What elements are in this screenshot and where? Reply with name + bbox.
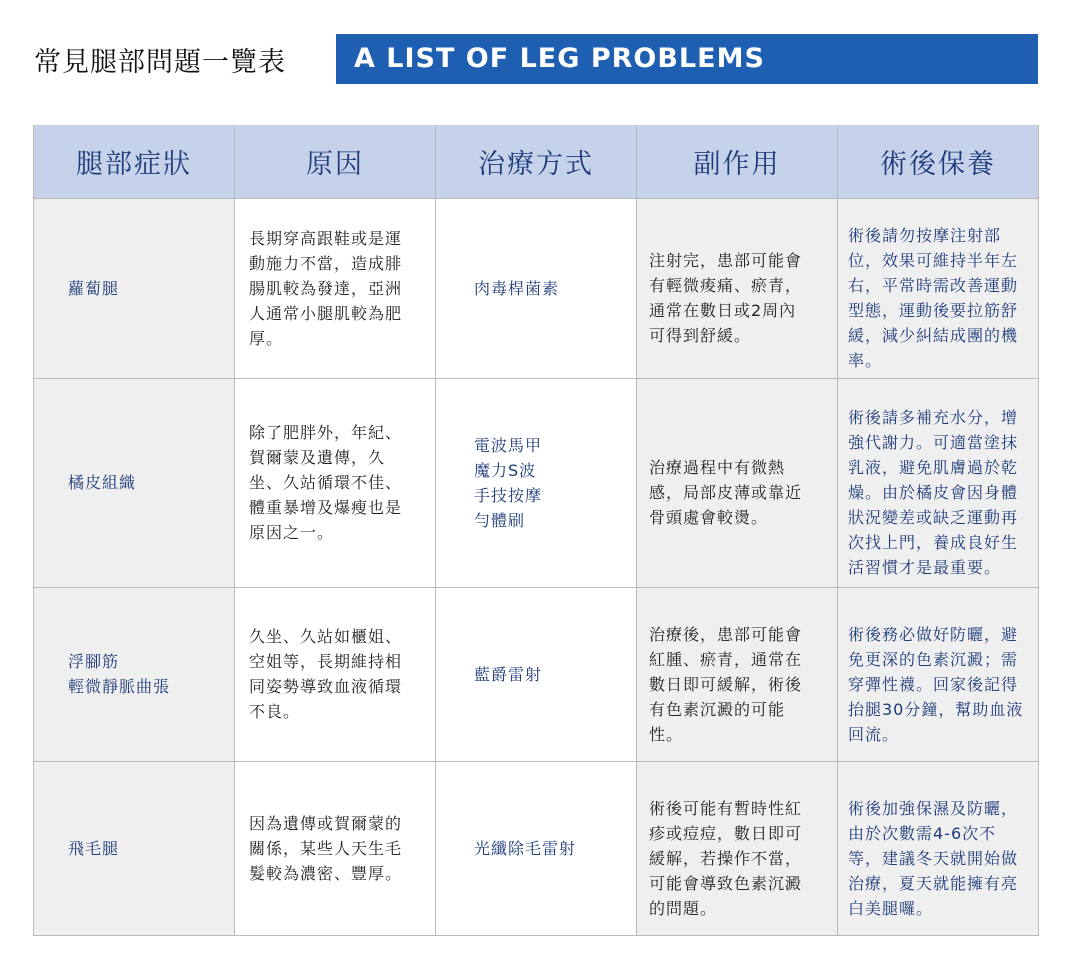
- table-header-row: [34, 125, 1039, 198]
- cell-text-line: 動施力不當，造成腓: [249, 253, 403, 273]
- cell-text-line: 乳液，避免肌膚過於乾: [848, 458, 1019, 477]
- cell-text-line: 人通常小腿肌較為肥: [249, 303, 403, 323]
- cell-text-line: 通常在數日或2周內: [649, 301, 797, 320]
- cell-text-line: 次找上門，養成良好生: [848, 533, 1019, 552]
- cell-text-line: 的問題。: [649, 898, 718, 918]
- side-effects-cell: [637, 198, 838, 378]
- cell-text-line: 緩，減少糾結成團的機: [848, 326, 1019, 345]
- column-header-treatment: 治療方式: [436, 125, 637, 198]
- cell-text-line: 蘿蔔腿: [68, 278, 120, 298]
- cell-text-line: 治療，夏天就能擁有亮: [848, 873, 1019, 893]
- column-header-symptom: 腿部症狀: [34, 125, 235, 198]
- cell-text-line: 活習慣才是最重要。: [848, 558, 1002, 577]
- leg-problems-table: [33, 125, 1039, 936]
- cause-cell: [235, 761, 436, 935]
- cell-text-line: 免更深的色素沉澱；需: [848, 649, 1019, 669]
- cell-text-line: 等，建議冬天就開始做: [848, 848, 1019, 868]
- cell-text-line: 空姐等，長期維持相: [249, 652, 403, 671]
- cell-text-line: 久坐、久站如櫃姐、: [249, 627, 403, 646]
- cell-text-line: 髮較為濃密、豐厚。: [249, 863, 403, 883]
- cell-text-line: 感，局部皮薄或靠近: [649, 483, 803, 502]
- side-effects-cell: [637, 378, 838, 587]
- cell-text-line: 燥。由於橘皮會因身體: [848, 483, 1019, 502]
- column-header-side-effects: 副作用: [637, 125, 838, 198]
- aftercare-cell: [838, 587, 1039, 761]
- side-effects-cell: [637, 587, 838, 761]
- cell-text-line: 狀況變差或缺乏運動再: [848, 508, 1019, 527]
- cell-text-line: 腸肌較為發達，亞洲: [249, 278, 403, 298]
- cell-text-line: 輕微靜脈曲張: [68, 677, 171, 696]
- cell-text-line: 厚。: [249, 328, 284, 348]
- table-row: [34, 198, 1039, 378]
- title-banner: [336, 34, 1038, 84]
- cell-text-line: 肉毒桿菌素: [474, 278, 560, 298]
- cell-text-line: 注射完，患部可能會: [649, 251, 803, 270]
- symptom-cell: [34, 587, 235, 761]
- cell-text-line: 有色素沉澱的可能: [649, 699, 786, 719]
- table-row: [34, 378, 1039, 587]
- aftercare-cell: [838, 761, 1039, 935]
- cell-text-line: 白美腿囉。: [848, 898, 934, 918]
- cell-text-line: 魔力S波: [474, 460, 537, 480]
- side-effects-cell: [637, 761, 838, 935]
- symptom-cell: [34, 378, 235, 587]
- cell-text-line: 疹或痘痘，數日即可: [649, 823, 803, 843]
- cell-text-line: 紅腫、瘀青，通常在: [649, 649, 803, 669]
- column-header-cause: 原因: [235, 125, 436, 198]
- cell-text-line: 光纖除毛雷射: [474, 838, 577, 858]
- cell-text-line: 術後請多補充水分，增: [848, 408, 1019, 427]
- cell-text-line: 治療後，患部可能會: [649, 624, 803, 644]
- cell-text-line: 率。: [848, 351, 883, 370]
- table-row: [34, 761, 1039, 935]
- cell-text-line: 浮腳筋: [68, 652, 120, 671]
- aftercare-cell: [838, 378, 1039, 587]
- cell-text-line: 型態，運動後要拉筋舒: [848, 301, 1019, 320]
- cause-cell: [235, 198, 436, 378]
- cell-text-line: 由於次數需4-6次不: [848, 823, 997, 843]
- page-title-english: A LIST OF LEG PROBLEMS: [354, 43, 765, 74]
- cell-text-line: 緩解，若操作不當，: [649, 848, 803, 868]
- cell-text-line: 術後可能有暫時性紅: [649, 798, 803, 818]
- cell-text-line: 長期穿高跟鞋或是運: [249, 228, 403, 248]
- cell-text-line: 術後加強保濕及防曬，: [848, 798, 1019, 818]
- cell-text-line: 有輕微痠痛、瘀青，: [649, 276, 803, 295]
- table-row: [34, 587, 1039, 761]
- treatment-cell: [436, 198, 637, 378]
- treatment-cell: [436, 761, 637, 935]
- cell-text-line: 坐、久站循環不佳、: [249, 473, 403, 492]
- treatment-cell: [436, 587, 637, 761]
- cell-text-line: 穿彈性襪。回家後記得: [848, 674, 1019, 694]
- cell-text-line: 數日即可緩解，術後: [649, 674, 803, 694]
- cell-text-line: 飛毛腿: [68, 838, 120, 858]
- cell-text-line: 術後請勿按摩注射部: [848, 226, 1002, 245]
- cell-text-line: 強代謝力。可適當塗抹: [848, 433, 1019, 452]
- cell-text-line: 抬腿30分鐘，幫助血液: [848, 699, 1024, 719]
- cell-text-line: 回流。: [848, 724, 900, 744]
- page-title: 常見腿部問題一覽表: [34, 47, 286, 78]
- cell-text-line: 藍爵雷射: [474, 664, 543, 684]
- cell-text-line: 治療過程中有微熱: [649, 458, 786, 477]
- cell-text-line: 術後務必做好防曬，避: [848, 624, 1019, 644]
- cell-text-line: 手技按摩: [474, 485, 543, 505]
- cell-text-line: 賀爾蒙及遺傳，久: [249, 448, 386, 467]
- cell-text-line: 可得到舒緩。: [649, 326, 752, 345]
- aftercare-cell: [838, 198, 1039, 378]
- cell-text-line: 位，效果可維持半年左: [848, 251, 1019, 270]
- cell-text-line: 關係，某些人天生毛: [249, 838, 403, 858]
- treatment-cell: [436, 378, 637, 587]
- cell-text-line: 可能會導致色素沉澱: [649, 873, 803, 893]
- cell-text-line: 同姿勢導致血液循環: [249, 677, 403, 696]
- cell-text-line: 橘皮組織: [68, 473, 137, 492]
- cell-text-line: 原因之一。: [249, 523, 335, 542]
- symptom-cell: [34, 761, 235, 935]
- cause-cell: [235, 378, 436, 587]
- cell-text-line: 不良。: [249, 702, 301, 721]
- cell-text-line: 右，平常時需改善運動: [848, 276, 1019, 295]
- cell-text-line: 電波馬甲: [474, 435, 543, 455]
- symptom-cell: [34, 198, 235, 378]
- cell-text-line: 勻體刷: [474, 510, 526, 530]
- cell-text-line: 體重暴增及爆瘦也是: [249, 498, 403, 517]
- cell-text-line: 因為遺傳或賀爾蒙的: [249, 813, 403, 833]
- column-header-aftercare: 術後保養: [838, 125, 1039, 198]
- cell-text-line: 性。: [649, 724, 684, 744]
- cell-text-line: 除了肥胖外，年紀、: [249, 423, 403, 442]
- cell-text-line: 骨頭處會較燙。: [649, 508, 769, 527]
- cause-cell: [235, 587, 436, 761]
